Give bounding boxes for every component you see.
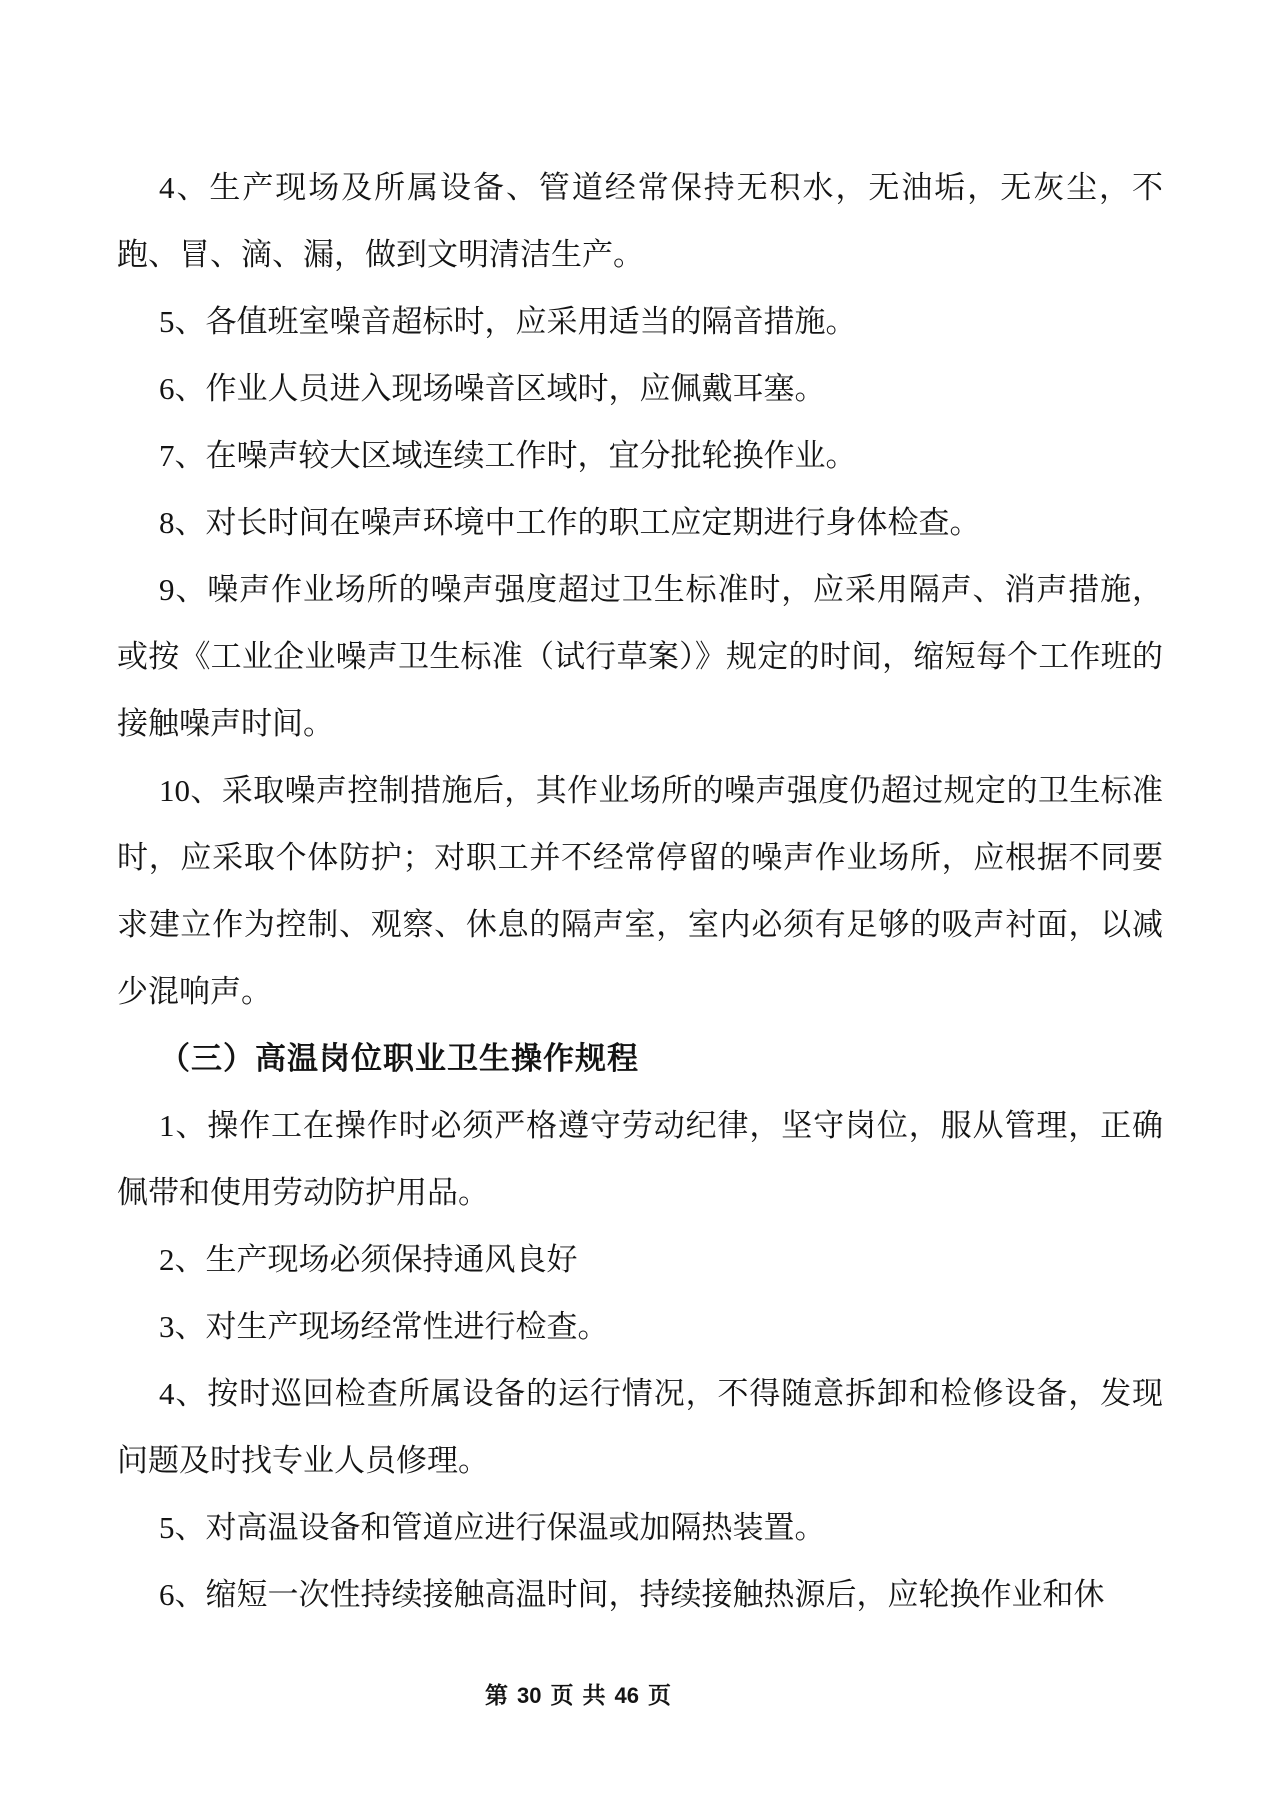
page-number-label: 页 (550, 1683, 574, 1708)
document-body (117, 154, 1163, 1628)
paragraph: 5、各值班室噪音超标时，应采用适当的隔音措施。 (159, 304, 857, 339)
page-number-label: 页 (647, 1683, 671, 1708)
paragraph: 4、生产现场及所属设备、管道经常保持无积水，无油垢，无灰尘，不跑、冒、滴、漏，做到文明清洁生产。 (117, 170, 1163, 272)
page-number-label: 共 (582, 1683, 606, 1708)
paragraph: 8、对长时间在噪声环境中工作的职工应定期进行身体检查。 (159, 505, 981, 540)
page-number-label: 第 (485, 1683, 509, 1708)
section-heading: （三）高温岗位职业卫生操作规程 (159, 1041, 639, 1076)
page-footer (0, 1682, 1280, 1710)
paragraph: 2、生产现场必须保持通风良好 (159, 1242, 578, 1277)
paragraph: 4、按时巡回检查所属设备的运行情况，不得随意拆卸和检修设备，发现问题及时找专业人员修理。 (117, 1376, 1163, 1478)
total-page-number: 46 (614, 1683, 639, 1708)
paragraph: 5、对高温设备和管道应进行保温或加隔热装置。 (159, 1510, 826, 1545)
paragraph: 1、操作工在操作时必须严格遵守劳动纪律，坚守岗位，服从管理，正确佩带和使用劳动防护用品。 (117, 1108, 1163, 1210)
current-page-number: 30 (517, 1683, 542, 1708)
paragraph: 9、噪声作业场所的噪声强度超过卫生标准时，应采用隔声、消声措施，或按《工业企业噪声卫生标准（试行草案）》规定的时间，缩短每个工作班的接触噪声时间。 (117, 572, 1163, 741)
paragraph: 6、作业人员进入现场噪音区域时，应佩戴耳塞。 (159, 371, 826, 406)
page-number (485, 1682, 671, 1710)
paragraph: 10、采取噪声控制措施后，其作业场所的噪声强度仍超过规定的卫生标准时，应采取个体防护；对职工并不经常停留的噪声作业场所，应根据不同要求建立作为控制、观察、休息的隔声室，室内必须有足够的吸声衬面，以减少混响声。 (117, 773, 1163, 1009)
paragraph: 6、缩短一次性持续接触高温时间，持续接触热源后，应轮换作业和休 (159, 1577, 1105, 1612)
paragraph: 3、对生产现场经常性进行检查。 (159, 1309, 609, 1344)
paragraph: 7、在噪声较大区域连续工作时，宜分批轮换作业。 (159, 438, 857, 473)
